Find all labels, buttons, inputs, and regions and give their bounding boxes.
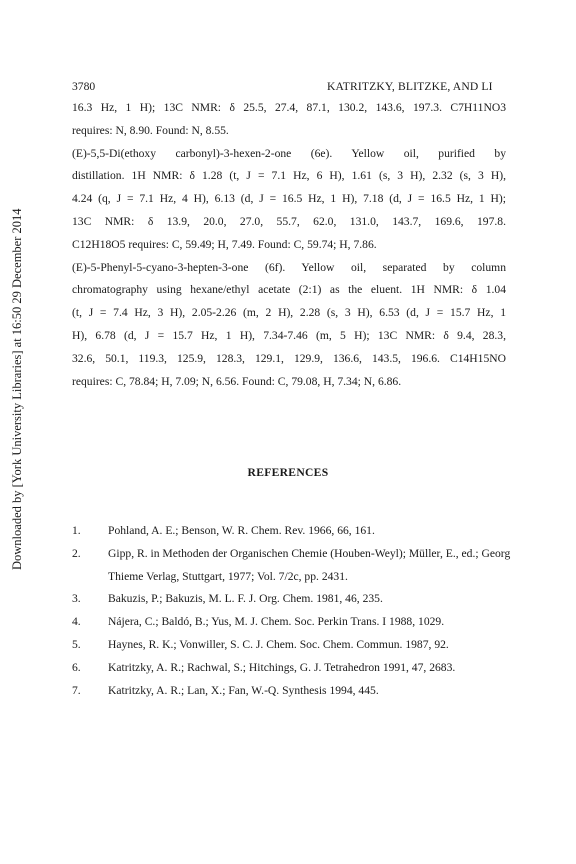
reference-number: 5.	[72, 637, 81, 651]
running-head: KATRITZKY, BLITZKE, AND LI	[327, 80, 493, 93]
body-line: C12H18O5 requires: C, 59.49; H, 7.49. Found: C, 59.74; H, 7.86.	[72, 237, 377, 251]
reference-number: 6.	[72, 660, 81, 674]
reference-list	[72, 520, 512, 702]
reference-text: Nájera, C.; Baldó, B.; Yus, M. J. Chem. Soc. Perkin Trans. I 1988, 1029.	[108, 615, 445, 629]
reference-text: Haynes, R. K.; Vonwiller, S. C. J. Chem. Soc. Chem. Commun. 1987, 92.	[108, 637, 449, 651]
reference-item	[72, 611, 512, 634]
reference-number: 2.	[72, 546, 81, 560]
body-line: requires: C, 78.84; H, 7.09; N, 6.56. Found: C, 79.08, H, 7.34; N, 6.86.	[72, 374, 402, 388]
references-heading: REFERENCES	[247, 466, 329, 479]
reference-number: 7.	[72, 683, 81, 697]
download-watermark: Downloaded by [York University Libraries] at 16:50 29 December 2014	[10, 208, 24, 570]
experimental-text	[72, 98, 506, 394]
page-number: 3780	[72, 80, 96, 93]
body-line: distillation. 1H NMR: δ 1.28 (t, J = 7.1 Hz, 6 H), 1.61 (s, 3 H), 2.32 (s, 3 H),	[72, 169, 506, 183]
reference-number: 3.	[72, 592, 81, 606]
reference-text: Katritzky, A. R.; Rachwal, S.; Hitchings, G. J. Tetrahedron 1991, 47, 2683.	[108, 660, 456, 674]
body-line-compound-6f: (E)-5-Phenyl-5-cyano-3-hepten-3-one (6f). Yellow oil, separated by column	[72, 260, 506, 274]
body-line: 32.6, 50.1, 119.3, 125.9, 128.3, 129.1, 129.9, 136.6, 143.5, 196.6. C14H15NO	[72, 351, 506, 365]
body-line-compound-6e: (E)-5,5-Di(ethoxy carbonyl)-3-hexen-2-one (6e). Yellow oil, purified by	[72, 146, 506, 160]
reference-number: 1.	[72, 524, 81, 537]
reference-text: Bakuzis, P.; Bakuzis, M. L. F. J. Org. Chem. 1981, 46, 235.	[108, 592, 383, 606]
reference-text: Katritzky, A. R.; Lan, X.; Fan, W.-Q. Synthesis 1994, 445.	[108, 683, 379, 697]
body-line: requires: N, 8.90. Found: N, 8.55.	[72, 123, 229, 137]
reference-text: Pohland, A. E.; Benson, W. R. Chem. Rev. 1966, 66, 161.	[108, 524, 375, 537]
body-line: 13C NMR: δ 13.9, 20.0, 27.0, 55.7, 62.0, 131.0, 143.7, 169.6, 197.8.	[72, 214, 506, 228]
body-line: 4.24 (q, J = 7.1 Hz, 4 H), 6.13 (d, J = 16.5 Hz, 1 H), 7.18 (d, J = 16.5 Hz, 1 H);	[72, 192, 506, 206]
body-line: H), 6.78 (d, J = 15.7 Hz, 1 H), 7.34-7.46 (m, 5 H); 13C NMR: δ 9.4, 28.3,	[72, 328, 506, 342]
reference-item	[72, 634, 512, 657]
reference-item	[72, 520, 512, 543]
reference-item	[72, 588, 512, 611]
reference-item	[72, 657, 512, 680]
reference-item	[72, 680, 512, 703]
reference-item	[72, 543, 512, 589]
reference-text: Gipp, R. in Methoden der Organischen Chemie (Houben-Weyl); Müller, E., ed.; Georg Thieme Verlag, Stuttgart, 1977; Vol. 7/2c, pp. 2431.	[108, 546, 511, 583]
body-line: (t, J = 7.4 Hz, 3 H), 2.05-2.26 (m, 2 H), 2.28 (s, 3 H), 6.53 (d, J = 15.7 Hz, 1	[72, 306, 506, 320]
body-line: chromatography using hexane/ethyl acetate (2:1) as the eluent. 1H NMR: δ 1.04	[72, 283, 506, 297]
body-line: 16.3 Hz, 1 H); 13C NMR: δ 25.5, 27.4, 87.1, 130.2, 143.6, 197.3. C7H11NO3	[72, 101, 506, 114]
reference-number: 4.	[72, 615, 81, 629]
